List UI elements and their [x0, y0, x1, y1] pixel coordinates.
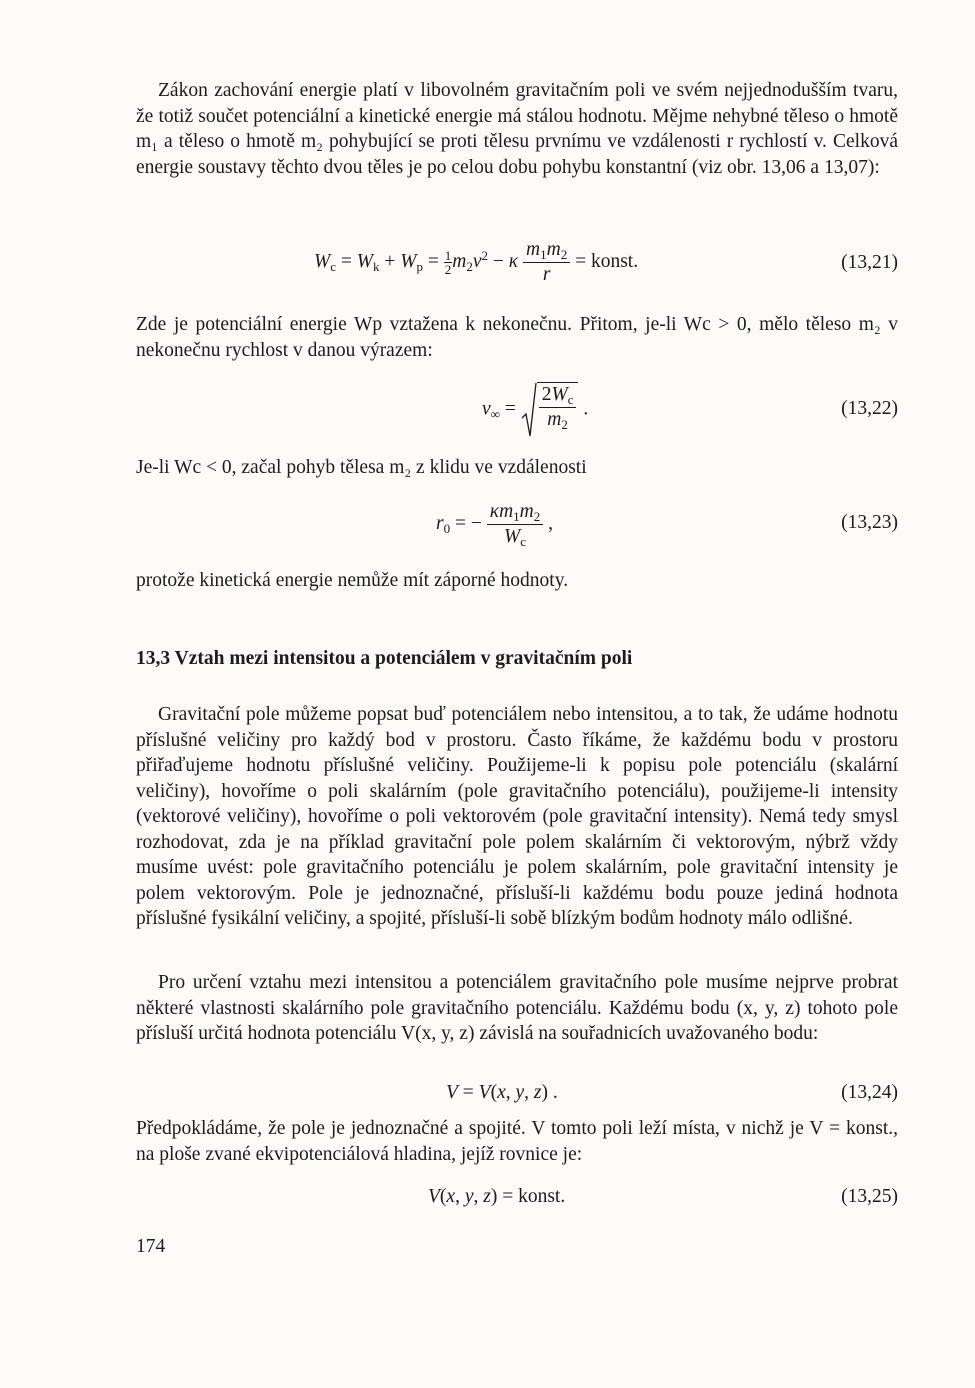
section-heading: 13,3 Vztah mezi intensitou a potenciálem v gravitačním poli	[136, 648, 633, 669]
paragraph-text: Zákon zachování energie platí v libovolném gravitačním poli ve svém nejjednodušším tvaru, že totiž součet potenciální a kinetické energie má stálou hodnotu. Mějme nehybné těleso o hmotě m₁ a těleso o hmotě m₂ pohybující se proti tělesu prvnímu ve vzdálenosti r rychlostí v. Celková energie soustavy těchto dvou těles je po celou dobu pohybu konstantní (viz obr. 13,06 a 13,07):	[136, 80, 898, 178]
radical-sign-icon	[521, 382, 537, 438]
equation-body: V = V(x, y, z) .	[446, 1082, 558, 1103]
equation-13-22	[136, 382, 898, 442]
paragraph-text: Předpokládáme, že pole je jednoznačné a spojité. V tomto poli leží místa, v nichž je V = konst., na ploše zvané ekvipotenciálová hladina, jejíž rovnice je:	[136, 1118, 898, 1165]
equation-body: $v_\infty$ = $\frac{2W_c}{m_2}$ .	[482, 382, 588, 438]
paragraph-field-description	[136, 702, 898, 932]
equation-konst: = konst.	[502, 1186, 566, 1207]
page-number: 174	[136, 1236, 166, 1257]
square-root	[521, 382, 579, 438]
equation-13-25	[136, 1186, 898, 1214]
equation-number: (13,21)	[841, 252, 898, 273]
equation-body: V(x, y, z) = konst.	[428, 1186, 566, 1207]
equation-body: $W_c = W_k + W_p$ = $\frac{1}{2}$ $m_2v^2 - \kappa$ $\frac{m_1m_2}{r}$ = konst.	[314, 239, 639, 285]
equation-number: (13,23)	[841, 512, 898, 533]
paragraph-kinetic-energy	[136, 568, 898, 594]
equation-konst: = konst.	[575, 250, 639, 272]
fraction-energy-mass: $\frac{2W_c}{m_2}$	[539, 383, 577, 432]
equation-body: $r_0$ = − $\frac{\kappa m_1m_2}{W_c}$ ,	[436, 501, 554, 549]
equation-number: (13,22)	[841, 398, 898, 419]
fraction-distance: $\frac{\kappa m_1m_2}{W_c}$	[487, 500, 544, 549]
paragraph-equipotential	[136, 1116, 898, 1167]
paragraph-scalar-field	[136, 970, 898, 1047]
equation-number: (13,24)	[841, 1082, 898, 1103]
equation-number: (13,25)	[841, 1186, 898, 1207]
paragraph-text: Je-li Wc < 0, začal pohyb tělesa m₂ z klidu ve vzdálenosti	[136, 457, 587, 478]
fraction-half: $\frac{1}{2}$	[444, 248, 452, 277]
paragraph-text: Gravitační pole můžeme popsat buď potenciálem nebo intensitou, a to tak, že udáme hodnotu příslušné veličiny pro každý bod v prostoru. Často říkáme, že každému bodu v prostoru přiřaďujeme hodnotu příslušné veličiny. Použijeme-li k popisu pole potenciálu (skalární veličiny), hovoříme o poli skalárním (pole gravitačního potenciálu), použijeme-li intensity (vektorové veličiny), hovoříme o poli vektorovém (pole gravitační intensity). Nemá tedy smysl rozhodovat, zda je na příklad gravitační pole polem skalárním či vektorovým, nýbrž vždy musíme uvést: pole gravitačního potenciálu je polem skalárním, pole gravitační intensity je polem vektorovým. Pole je jednoznačné, přísluší-li každému bodu pouze jediná hodnota příslušné fysikální veličiny, a spojité, přísluší-li sobě blízkým bodům hodnoty málo odlišné.	[136, 704, 898, 929]
paragraph-text: protože kinetická energie nemůže mít záporné hodnoty.	[136, 570, 569, 591]
paragraph-text: Zde je potenciální energie Wp vztažena k nekonečnu. Přitom, je-li Wc > 0, mělo těleso m₂ v nekonečnu rychlost v danou výrazem:	[136, 314, 898, 361]
fraction-mass-product: $\frac{m_1m_2}{r}$	[523, 238, 570, 287]
equation-13-24	[136, 1082, 898, 1110]
paragraph-text: Pro určení vztahu mezi intensitou a potenciálem gravitačního pole musíme nejprve probrat některé vlastnosti skalárního pole gravitačního potenciálu. Každému bodu (x, y, z) tohoto pole přísluší určitá hodnota potenciálu V(x, y, z) závislá na souřadnicích uvažovaného bodu:	[136, 972, 898, 1044]
equation-13-23	[136, 500, 898, 556]
paragraph-potential-infinity	[136, 312, 898, 363]
paragraph-negative-energy	[136, 455, 898, 481]
equation-13-21	[136, 238, 898, 294]
paragraph-energy-conservation	[136, 78, 898, 180]
